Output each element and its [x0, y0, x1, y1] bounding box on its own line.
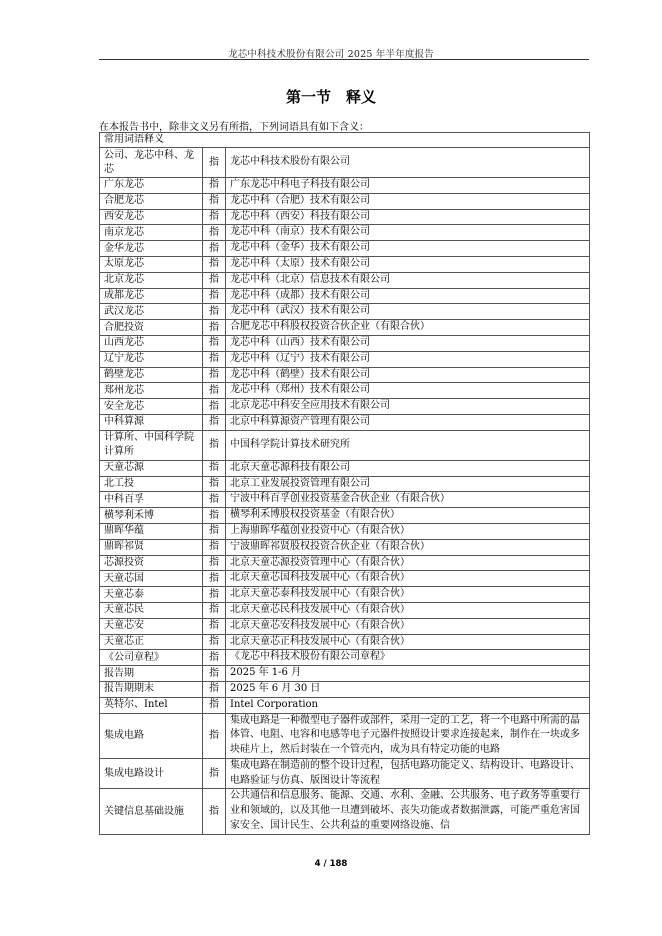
table-row [100, 758, 590, 789]
indicator-cell: 指 [203, 555, 226, 571]
table-row [100, 288, 590, 304]
indicator-cell: 指 [203, 399, 226, 415]
indicator-cell: 指 [203, 713, 226, 758]
indicator-cell: 指 [203, 256, 226, 272]
table-row [100, 193, 590, 209]
indicator-cell: 指 [203, 618, 226, 634]
meaning-cell: 北京中科算源资产管理有限公司 [226, 414, 590, 430]
table-row [100, 367, 590, 383]
table-row [100, 383, 590, 399]
indicator-cell: 指 [203, 430, 226, 460]
intro-paragraph: 在本报告书中，除非文义另有所指，下列词语具有如下含义： [99, 122, 369, 133]
meaning-cell: 公共通信和信息服务、能源、交通、水利、金融、公共服务、电子政务等重要行业和领域的，以及其他一旦遭到破坏、丧失功能或者数据泄露，可能严重危害国家安全、国计民生、公共利益的重要网络设施、信 [226, 789, 590, 834]
meaning-cell: 宁波中科百孚创业投资基金合伙企业（有限合伙） [226, 492, 590, 508]
table-row [100, 697, 590, 713]
table-row [100, 634, 590, 650]
indicator-cell: 指 [203, 209, 226, 225]
table-row [100, 225, 590, 241]
term-cell: 芯源投资 [100, 555, 203, 571]
meaning-cell: 龙芯中科（南京）技术有限公司 [226, 225, 590, 241]
section-title: 第一节 释义 [285, 88, 376, 106]
meaning-cell: 龙芯中科（北京）信息技术有限公司 [226, 272, 590, 288]
term-cell: 集成电路 [100, 713, 203, 758]
indicator-cell: 指 [203, 634, 226, 650]
indicator-cell: 指 [203, 681, 226, 697]
term-cell: 天童芯正 [100, 634, 203, 650]
term-cell: 《公司章程》 [100, 650, 203, 666]
indicator-cell: 指 [203, 476, 226, 492]
table-row [100, 650, 590, 666]
term-cell: 广东龙芯 [100, 178, 203, 194]
indicator-cell: 指 [203, 697, 226, 713]
table-row [100, 351, 590, 367]
indicator-cell: 指 [203, 335, 226, 351]
term-cell: 报告期 [100, 666, 203, 682]
meaning-cell: 上海鼎晖华蕴创业投资中心（有限合伙） [226, 523, 590, 539]
indicator-cell: 指 [203, 288, 226, 304]
term-cell: 郑州龙芯 [100, 383, 203, 399]
term-cell: 天童芯源 [100, 460, 203, 476]
term-cell: 报告期期末 [100, 681, 203, 697]
meaning-cell: 北京天童芯正科技发展中心（有限合伙） [226, 634, 590, 650]
table-row [100, 523, 590, 539]
table-row [100, 399, 590, 415]
meaning-cell: 北京天童芯国科技发展中心（有限合伙） [226, 571, 590, 587]
meaning-cell: 龙芯中科技术股份有限公司 [226, 148, 590, 178]
table-row [100, 587, 590, 603]
term-cell: 合肥龙芯 [100, 193, 203, 209]
indicator-cell: 指 [203, 178, 226, 194]
meaning-cell: 龙芯中科（辽宁）技术有限公司 [226, 351, 590, 367]
meaning-cell: 集成电路是一种微型电子器件或部件，采用一定的工艺，将一个电路中所需的晶体管、电阻、电容和电感等电子元器件按照设计要求连接起来，制作在一块或多块硅片上，然后封装在一个管壳内，成为具有特定功能的电路 [226, 713, 590, 758]
meaning-cell: 龙芯中科（太原）技术有限公司 [226, 256, 590, 272]
indicator-cell: 指 [203, 193, 226, 209]
table-row [100, 209, 590, 225]
term-cell: 天童芯安 [100, 618, 203, 634]
table-row [100, 492, 590, 508]
term-cell: 北工投 [100, 476, 203, 492]
term-cell: 集成电路设计 [100, 758, 203, 789]
table-row [100, 789, 590, 834]
table-row [100, 602, 590, 618]
term-cell: 天童芯国 [100, 571, 203, 587]
table-caption-row [100, 133, 590, 148]
table-row [100, 430, 590, 460]
term-cell: 计算所、中国科学院计算所 [100, 430, 203, 460]
indicator-cell: 指 [203, 539, 226, 555]
table-row [100, 681, 590, 697]
indicator-cell: 指 [203, 460, 226, 476]
table-row [100, 256, 590, 272]
table-row [100, 460, 590, 476]
term-cell: 安全龙芯 [100, 399, 203, 415]
meaning-cell: 2025 年 6 月 30 日 [226, 681, 590, 697]
table-row [100, 618, 590, 634]
table-row [100, 272, 590, 288]
term-cell: 鼎晖祁贤 [100, 539, 203, 555]
indicator-cell: 指 [203, 789, 226, 834]
table-row [100, 508, 590, 524]
meaning-cell: 2025 年 1-6 月 [226, 666, 590, 682]
indicator-cell: 指 [203, 320, 226, 336]
table-row [100, 335, 590, 351]
report-header: 龙芯中科技术股份有限公司 2025 年半年度报告 [227, 49, 435, 60]
header-divider [99, 59, 589, 60]
term-cell: 鹤壁龙芯 [100, 367, 203, 383]
meaning-cell: 龙芯中科（武汉）技术有限公司 [226, 304, 590, 320]
meaning-cell: 中国科学院计算技术研究所 [226, 430, 590, 460]
definitions-table [99, 132, 590, 835]
page-number: 4 / 188 [314, 859, 348, 869]
meaning-cell: 北京天童芯民科技发展中心（有限合伙） [226, 602, 590, 618]
term-cell: 南京龙芯 [100, 225, 203, 241]
meaning-cell: 合肥龙芯中科股权投资合伙企业（有限合伙） [226, 320, 590, 336]
indicator-cell: 指 [203, 414, 226, 430]
term-cell: 英特尔、Intel [100, 697, 203, 713]
table-row [100, 539, 590, 555]
indicator-cell: 指 [203, 351, 226, 367]
indicator-cell: 指 [203, 225, 226, 241]
indicator-cell: 指 [203, 758, 226, 789]
meaning-cell: 横琴利禾博股权投资基金（有限合伙） [226, 508, 590, 524]
term-cell: 成都龙芯 [100, 288, 203, 304]
meaning-cell: 龙芯中科（成都）技术有限公司 [226, 288, 590, 304]
term-cell: 鼎晖华蕴 [100, 523, 203, 539]
meaning-cell: 龙芯中科（鹤壁）技术有限公司 [226, 367, 590, 383]
table-caption: 常用词语释义 [100, 133, 590, 148]
table-row [100, 713, 590, 758]
meaning-cell: Intel Corporation [226, 697, 590, 713]
indicator-cell: 指 [203, 492, 226, 508]
term-cell: 公司、龙芯中科、龙芯 [100, 148, 203, 178]
table-row [100, 666, 590, 682]
meaning-cell: 北京天童芯安科技发展中心（有限合伙） [226, 618, 590, 634]
table-row [100, 320, 590, 336]
term-cell: 合肥投资 [100, 320, 203, 336]
indicator-cell: 指 [203, 367, 226, 383]
term-cell: 辽宁龙芯 [100, 351, 203, 367]
indicator-cell: 指 [203, 272, 226, 288]
indicator-cell: 指 [203, 148, 226, 178]
table-row [100, 304, 590, 320]
meaning-cell: 龙芯中科（合肥）技术有限公司 [226, 193, 590, 209]
term-cell: 金华龙芯 [100, 241, 203, 257]
term-cell: 横琴利禾博 [100, 508, 203, 524]
meaning-cell: 北京天童芯源投资管理中心（有限合伙） [226, 555, 590, 571]
indicator-cell: 指 [203, 650, 226, 666]
meaning-cell: 北京工业发展投资管理有限公司 [226, 476, 590, 492]
meaning-cell: 龙芯中科（山西）技术有限公司 [226, 335, 590, 351]
indicator-cell: 指 [203, 383, 226, 399]
indicator-cell: 指 [203, 241, 226, 257]
meaning-cell: 《龙芯中科技术股份有限公司章程》 [226, 650, 590, 666]
term-cell: 山西龙芯 [100, 335, 203, 351]
table-row [100, 555, 590, 571]
meaning-cell: 广东龙芯中科电子科技有限公司 [226, 178, 590, 194]
term-cell: 天童芯泰 [100, 587, 203, 603]
term-cell: 太原龙芯 [100, 256, 203, 272]
meaning-cell: 集成电路在制造前的整个设计过程，包括电路功能定义、结构设计、电路设计、电路验证与仿真、版图设计等流程 [226, 758, 590, 789]
indicator-cell: 指 [203, 571, 226, 587]
term-cell: 中科百孚 [100, 492, 203, 508]
table-row [100, 414, 590, 430]
term-cell: 天童芯民 [100, 602, 203, 618]
meaning-cell: 宁波鼎晖祁贤股权投资合伙企业（有限合伙） [226, 539, 590, 555]
term-cell: 关键信息基础设施 [100, 789, 203, 834]
term-cell: 武汉龙芯 [100, 304, 203, 320]
table-row [100, 241, 590, 257]
meaning-cell: 北京龙芯中科安全应用技术有限公司 [226, 399, 590, 415]
meaning-cell: 龙芯中科（郑州）技术有限公司 [226, 383, 590, 399]
indicator-cell: 指 [203, 508, 226, 524]
term-cell: 西安龙芯 [100, 209, 203, 225]
table-row [100, 178, 590, 194]
meaning-cell: 北京天童芯源科技有限公司 [226, 460, 590, 476]
meaning-cell: 龙芯中科（金华）技术有限公司 [226, 241, 590, 257]
table-row [100, 571, 590, 587]
indicator-cell: 指 [203, 587, 226, 603]
term-cell: 中科算源 [100, 414, 203, 430]
term-cell: 北京龙芯 [100, 272, 203, 288]
meaning-cell: 北京天童芯泰科技发展中心（有限合伙） [226, 587, 590, 603]
meaning-cell: 龙芯中科（西安）科技有限公司 [226, 209, 590, 225]
indicator-cell: 指 [203, 523, 226, 539]
indicator-cell: 指 [203, 304, 226, 320]
table-row [100, 476, 590, 492]
indicator-cell: 指 [203, 602, 226, 618]
table-row [100, 148, 590, 178]
indicator-cell: 指 [203, 666, 226, 682]
